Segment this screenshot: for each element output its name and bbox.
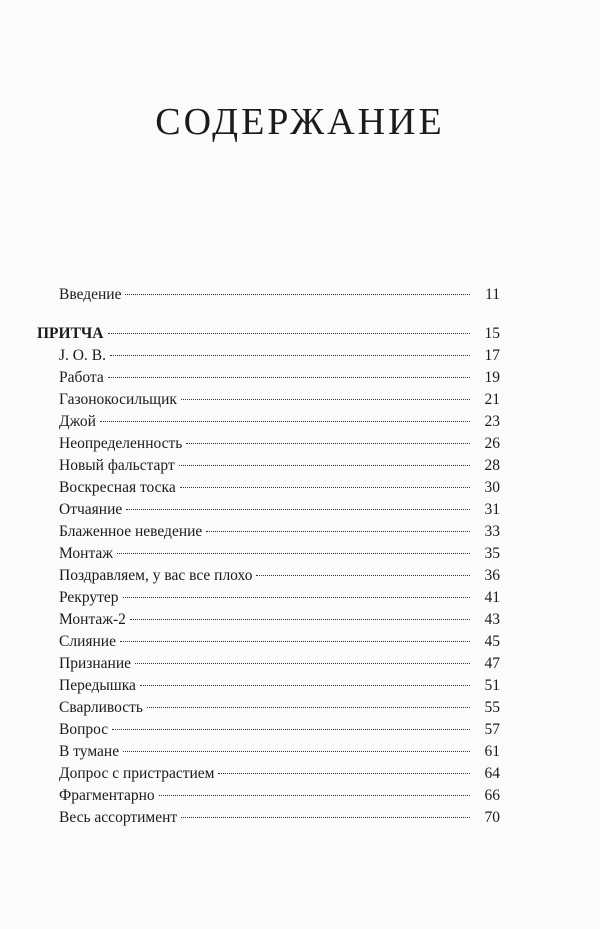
toc-entry[interactable] <box>37 653 500 675</box>
toc-entry-page-number: 70 <box>484 809 500 826</box>
toc-entry-page-number: 36 <box>484 567 500 584</box>
toc-entry-title: Вопрос <box>59 721 109 738</box>
toc-entry-page-number: 47 <box>484 655 500 672</box>
toc-leader-dots <box>112 729 470 730</box>
toc-leader-dots <box>140 685 470 686</box>
toc-entry[interactable] <box>37 609 500 631</box>
toc-entry[interactable] <box>37 411 500 433</box>
toc-entry-page-number: 23 <box>484 413 500 430</box>
toc-entry[interactable] <box>37 389 500 411</box>
toc-entry-page-number: 15 <box>484 325 500 342</box>
toc-entry-title: Блаженное неведение <box>59 523 203 540</box>
toc-entry[interactable] <box>37 433 500 455</box>
toc-entry-title: Поздравляем, у вас все плохо <box>59 567 253 584</box>
toc-leader-dots <box>126 509 470 510</box>
toc-entry-title: Сварливость <box>59 699 143 716</box>
toc-entry-title: Допрос с пристрастием <box>59 765 215 782</box>
toc-entry-page-number: 66 <box>484 787 500 804</box>
toc-leader-dots <box>108 333 471 334</box>
toc-entry-page-number: 55 <box>484 699 500 716</box>
toc-entry-title: Слияние <box>59 633 116 650</box>
toc-entry-title: J. O. B. <box>59 347 106 364</box>
toc-leader-dots <box>256 575 470 576</box>
toc-entry[interactable] <box>37 543 500 565</box>
toc-entry-title: Новый фальстарт <box>59 457 175 474</box>
toc-entry[interactable] <box>37 565 500 587</box>
toc-entry-page-number: 51 <box>484 677 500 694</box>
toc-entry-page-number: 33 <box>484 523 500 540</box>
toc-entry-page-number: 41 <box>484 589 500 606</box>
toc-entry-title: Рекрутер <box>59 589 119 606</box>
toc-entry-page-number: 11 <box>485 286 500 303</box>
toc-entry-title: Монтаж-2 <box>59 611 126 628</box>
toc-entry-title: Отчаяние <box>59 501 123 518</box>
toc-entry[interactable] <box>37 697 500 719</box>
toc-entry-title: Джой <box>59 413 96 430</box>
toc-entry-page-number: 17 <box>484 347 500 364</box>
toc-entry[interactable] <box>37 741 500 763</box>
toc-entry-page-number: 61 <box>484 743 500 760</box>
toc-entry[interactable] <box>37 345 500 367</box>
toc-entry-page-number: 26 <box>484 435 500 452</box>
toc-leader-dots <box>147 707 470 708</box>
toc-entry[interactable] <box>37 763 500 785</box>
toc-leader-dots <box>120 641 470 642</box>
toc-leader-dots <box>117 553 470 554</box>
toc-entry-title: Неопределенность <box>59 435 183 452</box>
toc-entry-page-number: 35 <box>484 545 500 562</box>
toc-entry-page-number: 45 <box>484 633 500 650</box>
toc-entry-title: Воскресная тоска <box>59 479 176 496</box>
toc-entry-title: Весь ассортимент <box>59 809 178 826</box>
toc-leader-dots <box>100 421 470 422</box>
toc-entry[interactable] <box>37 477 500 499</box>
toc-entry-page-number: 30 <box>484 479 500 496</box>
page-title: СОДЕРЖАНИЕ <box>155 101 445 143</box>
toc-leader-dots <box>181 817 470 818</box>
toc-leader-dots <box>135 663 470 664</box>
toc-leader-dots <box>123 751 470 752</box>
toc-leader-dots <box>110 355 470 356</box>
toc-entry[interactable] <box>37 499 500 521</box>
toc-entry-title: Газонокосильщик <box>59 391 177 408</box>
toc-leader-dots <box>130 619 470 620</box>
toc-entry[interactable] <box>37 675 500 697</box>
toc-entry[interactable] <box>37 785 500 807</box>
toc-leader-dots <box>181 399 470 400</box>
toc-entry[interactable] <box>37 323 500 345</box>
toc-entry[interactable] <box>37 284 500 306</box>
toc-entry-title: Передышка <box>59 677 136 694</box>
toc-leader-dots <box>180 487 470 488</box>
toc-entry[interactable] <box>37 719 500 741</box>
toc-entry-title: Введение <box>59 286 122 303</box>
toc-leader-dots <box>179 465 470 466</box>
toc-leader-dots <box>125 294 470 295</box>
toc-entry[interactable] <box>37 587 500 609</box>
toc-entry-page-number: 57 <box>484 721 500 738</box>
toc-entry-page-number: 31 <box>484 501 500 518</box>
toc-leader-dots <box>123 597 470 598</box>
toc-entry-page-number: 28 <box>484 457 500 474</box>
toc-entry[interactable] <box>37 367 500 389</box>
toc-entry[interactable] <box>37 631 500 653</box>
toc-entry-page-number: 64 <box>484 765 500 782</box>
toc-leader-dots <box>218 773 470 774</box>
toc-leader-dots <box>108 377 470 378</box>
toc-entry-page-number: 21 <box>484 391 500 408</box>
toc-leader-dots <box>206 531 470 532</box>
toc-entry-title: Монтаж <box>59 545 113 562</box>
toc-entry-title: Признание <box>59 655 132 672</box>
toc-entry-title: Фрагментарно <box>59 787 155 804</box>
toc-entry-page-number: 19 <box>484 369 500 386</box>
table-of-contents <box>37 284 500 829</box>
toc-leader-dots <box>186 443 470 444</box>
toc-entry-title: ПРИТЧА <box>37 325 104 342</box>
toc-entry-page-number: 43 <box>484 611 500 628</box>
toc-entry[interactable] <box>37 521 500 543</box>
toc-leader-dots <box>159 795 470 796</box>
toc-entry[interactable] <box>37 455 500 477</box>
toc-entry-title: В тумане <box>59 743 120 760</box>
toc-entry-title: Работа <box>59 369 104 386</box>
toc-entry[interactable] <box>37 807 500 829</box>
